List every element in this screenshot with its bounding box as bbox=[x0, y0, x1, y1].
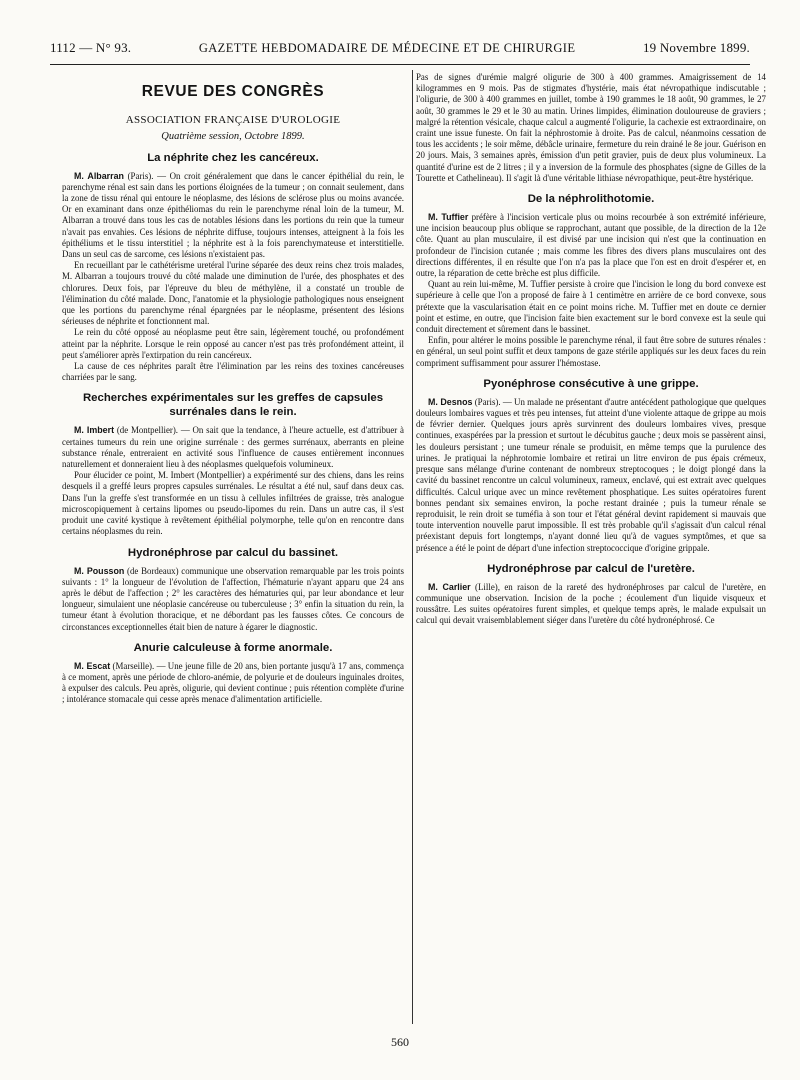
section-nephrite bbox=[62, 151, 404, 384]
paragraph-text: (Paris). — On croit généralement que dans le cancer épithélial du rein, le parenchyme rénal est sain dans les portions éloignées de la tumeur ; on connait seulement, dans la zone de tissu rénal qui entoure le néoplasme, des lésions de sclérose plus ou moins avancée. Or en examinant dans onze épithéliomas du rein le parenchyme rénal loin de la tumeur, M. Albarran a trouvé dans tous les cas de notables lésions dans les portions du rein que la tumeur n'avait pas envahies. Ces lésions de néphrite diffuse, toujours intenses, atteignent à la fois les épithéliums et le tissu interstitiel ; la néphrite est à la fois parenchymateuse et interstitielle. Dans un seul cas de sarcome, ces lésions n'existaient pas. bbox=[62, 170, 404, 260]
session-subtitle: Quatrième session, Octobre 1899. bbox=[161, 131, 305, 143]
paragraph-text: (de Bordeaux) communique une observation remarquable par les trois points suivants : 1° la longueur de l'évolution de l'affection, l'hématurie n'ayant apparu que 24 ans après le début de l'affection ; 2° les caractères des hématuries qui, par leur abondance et leur longueur, simulaient une néoplasie cancéreuse ou tuberculeuse ; 3° enfin la situation du rein, la tumeur étant à évolution thoracique, et ne débordant pas les fausses côtes. Ce concours de circonstances exceptionnelles était bien de nature à égarer le diagnostic. bbox=[62, 565, 404, 632]
left-column bbox=[62, 72, 404, 1024]
section-title: Pyonéphrose consécutive à une grippe. bbox=[483, 377, 699, 390]
paragraph-text: (Marseille). — Une jeune fille de 20 ans, bien portante jusqu'à 17 ans, commença à ce moment, après une période de chloro-anémie, de polyurie et de douleurs inguinales droites, à expulser des calculs. Peu après, oligurie, qui devient continue ; puis rétention complète d'urine ; intolérance stomacale qui cesse après menace d'alimentation artificielle. bbox=[62, 660, 404, 705]
revue-title: REVUE DES CONGRÈS bbox=[141, 83, 325, 100]
section-hydronephrose-bassinet bbox=[62, 546, 404, 633]
right-column bbox=[416, 72, 766, 1024]
issue-date: 19 Novembre 1899. bbox=[642, 40, 750, 55]
paragraph: En recueillant par le cathétérisme uretéral l'urine séparée des deux reins chez trois malades, M. Albarran a toujours trouvé du côté malade une diminution de l'urée, des phosphates et des chlorures. Deux fois, par l'épreuve du bleu de méthylène, il a constaté un trouble de l'élimination du côté malade. Donc, l'anatomie et la physiologie pathologiques nous enseignent que les portions du parenchyme rénal épargnées par le néoplasme, présentent des lésions sérieuses de néphrite et fonctionnent mal. bbox=[62, 260, 404, 327]
column-divider bbox=[412, 70, 413, 1024]
author-name: M. Desnos bbox=[428, 396, 473, 407]
header-rule bbox=[50, 64, 750, 65]
paragraph-text: préfère à l'incision verticale plus ou moins recourbée à son extrémité inférieure, une incision beaucoup plus oblique se rapprochant, autant que possible, de la direction de la 12e côte. Quant au plan musculaire, il est divisé par une incision qui n'est que la continuation en profondeur de l'incision cutanée ; mais comme les fibres des divers plans musculaires ont des directions différentes, il en résulte que l'on n'a pas la place que l'on est en droit d'espérer et, en outre, la réparation de cette brèche est plus difficile. bbox=[416, 212, 766, 279]
paragraph-text: (Lille), en raison de la rareté des hydronéphroses par calcul de l'uretère, en communique une observation. Incision de la poche ; écoulement d'un liquide visqueux et roussâtre. Les suites opératoires furent simples, et quelque temps après, le malade expulsait un calcul qui devait vraisemblablement siéger dans l'uretère du côté hydronéphrosé. Ce bbox=[416, 581, 766, 626]
section-greffes bbox=[62, 391, 404, 537]
paragraph: Quant au rein lui-même, M. Tuffier persiste à croire que l'incision le long du bord convexe est supérieure à celle que l'on a proposé de faire à 1 centimètre en arrière de ce bord convexe, sous prétexte que la vascularisation était en ce point moins riche. M. Tuffier met en doute ce dernier point et estime, en outre, que l'incision faite bien exactement sur le bord convexe est la seule qui conduit directement et sûrement dans le bassinet. bbox=[416, 279, 766, 335]
section-title: Anurie calculeuse à forme anormale. bbox=[133, 641, 333, 654]
author-name: M. Pousson bbox=[74, 565, 125, 576]
association-title: ASSOCIATION FRANÇAISE D'UROLOGIE bbox=[125, 114, 341, 127]
page-number: 560 bbox=[391, 1035, 409, 1049]
paragraph bbox=[416, 212, 766, 279]
paragraph bbox=[62, 171, 404, 261]
section-title: De la néphrolithotomie. bbox=[527, 193, 655, 206]
section-title: Hydronéphrose par calcul de l'uretère. bbox=[487, 562, 695, 575]
paragraph: Le rein du côté opposé au néoplasme peut être sain, légèrement touché, ou profondément atteint par la néphrite. Lorsque le rein opposé au cancer n'est pas très profondément atteint, il peut s'améliorer après l'extirpation du rein cancéreux. bbox=[62, 327, 404, 360]
author-name: M. Escat bbox=[74, 660, 111, 671]
section-title: La néphrite chez les cancéreux. bbox=[147, 151, 319, 164]
section-anurie bbox=[62, 641, 404, 706]
paragraph: La cause de ces néphrites paraît être l'élimination par les reins des toxines cancéreuses charriées par le sang. bbox=[62, 361, 404, 383]
section-title: Hydronéphrose par calcul du bassinet. bbox=[127, 546, 339, 559]
journal-title: GAZETTE HEBDOMADAIRE DE MÉDECINE ET DE CHIRURGIE bbox=[198, 41, 576, 55]
paragraph: Pour élucider ce point, M. Imbert (Montpellier) a expérimenté sur des chiens, dans les reins desquels il a greffé leurs propres capsules surrénales. Le résultat a été nul, sauf dans deux cas. Dans l'un la greffe s'est transformée en un tissu à cellules infiltrées de graisse, très analogue microscopiquement à certains lipomes ou pseudo-lipomes du rein. Dans un autre cas, il s'est produit une cavité kystique à revêtement épithélial polymorphe, telle qu'on en rencontre dans certains néoplasmes du rein. bbox=[62, 470, 404, 537]
author-name: M. Imbert bbox=[74, 425, 115, 436]
section-title: Recherches expérimentales sur les greffes de capsules surrénales dans le rein. bbox=[82, 392, 384, 419]
issue-number: 1112 — N° 93. bbox=[50, 40, 132, 55]
paragraph bbox=[416, 397, 766, 554]
author-name: M. Carlier bbox=[428, 581, 471, 592]
section-hydronephrose-uretere bbox=[416, 562, 766, 627]
paragraph bbox=[416, 582, 766, 627]
paragraph: Enfin, pour altérer le moins possible le parenchyme rénal, il faut être sobre de sutures rénales : en général, un seul point suffit et deux tampons de gaze stérile appliqués sur les deux faces du rein compriment suffisamment pour assurer l'hémostase. bbox=[416, 335, 766, 368]
paragraph-text: (de Montpellier). — On sait que la tendance, à l'heure actuelle, est d'attribuer à certaines tumeurs du rein une origine surrénale : des germes surrénaux, aberrants en pleine substance rénale, entreraient en activité sous l'influence de causes entièrement inconnues naturellement et donneraient lieu à des néoplasmes quelquefois volumineux. bbox=[62, 425, 404, 470]
paragraph-text: (Paris). — Un malade ne présentant d'autre antécédent pathologique que quelques douleurs lombaires vagues et très peu intenses, fut atteint d'une violente attaque de grippe au mois de février dernier. Quelques jours après survinrent des douleurs lombaires vives, presque continues, exaspérées par la pression et surtout le décubitus gauche ; deux mois se passèrent ainsi, les douleurs persistant ; une tumeur rénale se produisit, en même temps que la purulence des urines. Je pratiquai la néphrotomie lombaire et retirai un litre environ de pus épais crémeux, presque sans mélange d'urine contenant de nombreux streptocoques ; le doigt plongé dans la cavité du bassinet rencontre un calcul volumineux, rameux, enclavé, qui est extrait avec quelques difficultés. Calcul urique avec un mince revêtement phosphatique. Les suites opératoires furent bonnes pendant six semaines environ, la poche restant drainée ; puis la tumeur rénale se reproduisit, le rein droit se tuméfia à son tour et l'état général devint rapidement si mauvais que toute intervention nouvelle parut impossible. Il est très probable qu'il s'agissait d'un calcul rénal préexistant depuis fort longtemps, n'ayant donné lieu qu'à de vagues symptômes, et que sa présence a été le point de départ d'une infection streptococcique d'origine grippale. bbox=[416, 396, 766, 553]
paragraph bbox=[62, 661, 404, 706]
paragraph bbox=[62, 425, 404, 470]
author-name: M. Tuffier bbox=[428, 212, 469, 223]
section-nephrolithotomie bbox=[416, 192, 766, 369]
continuation-paragraph: Pas de signes d'urémie malgré oligurie de 300 à 400 grammes. Amaigrissement de 14 kilogrammes en 9 mois. Pas de stigmates d'hystérie, mais état névropathique indiscutable ; l'oligurie, de 300 à 400 grammes en juillet, tombe à 190 grammes le 18 août, 90 grammes, le 27 août, 30 grammes le 29 et le 30 au matin. Urines limpides, élimination douloureuse de graviers ; malgré la rétention vésicale, chaque calcul a augmenté l'oligurie, la cachexie est extraordinaire, on craint une issue funeste. On fait la néphrostomie à droite. Pas de calcul, néanmoins cessation de tous les accidents ; le soir même, débâcle urinaire, fermeture du rein drainé le 8e jour. Guérison en 20 jours. Mais, 3 semaines après, émission d'un petit gravier, puis de deux plus volumineux. La quantité d'urine est de 2 litres ; il y a inversion de la formule des phosphates (signe de Gilles de la Tourette et Cathelineau). Il s'agit là d'une véritable lithiase névropathique, peut-être hystérique. bbox=[416, 72, 766, 183]
paragraph bbox=[62, 566, 404, 633]
section-pyonephrose bbox=[416, 377, 766, 554]
author-name: M. Albarran bbox=[74, 170, 124, 181]
running-head bbox=[50, 40, 750, 62]
